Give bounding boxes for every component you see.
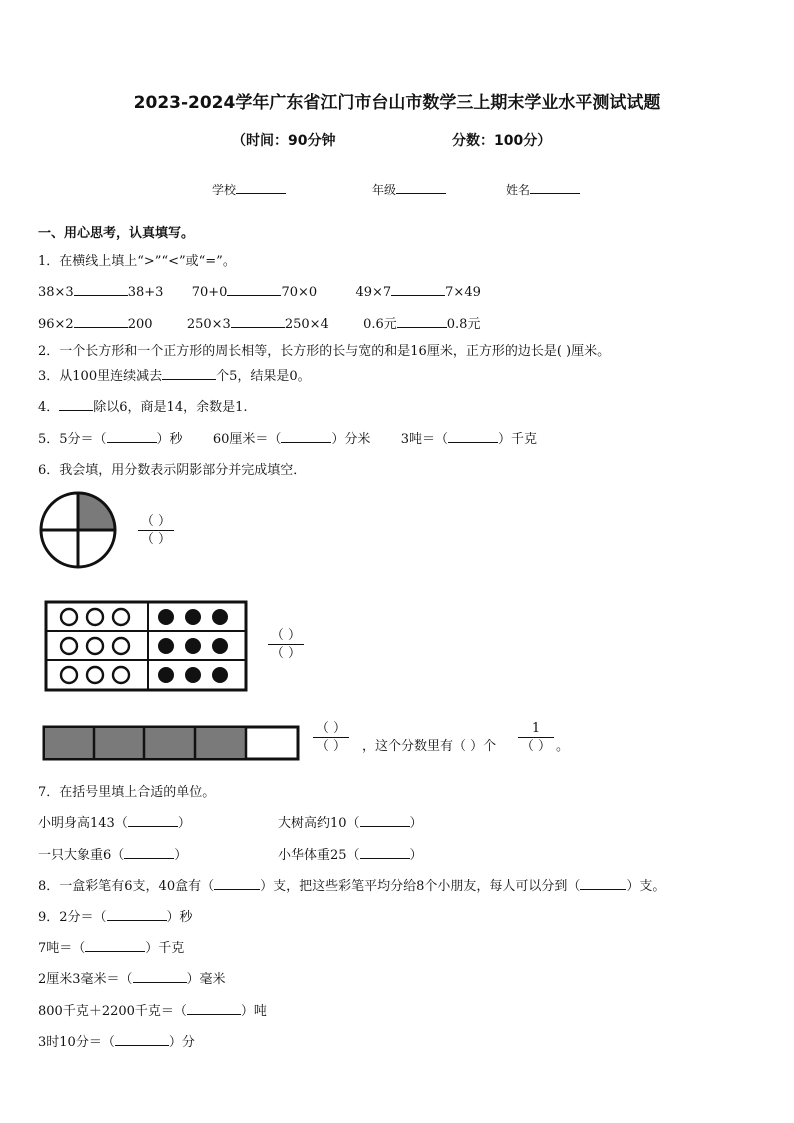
school-label: 学校 <box>212 183 237 197</box>
q9-blank[interactable] <box>115 1032 169 1046</box>
q1-blank[interactable] <box>227 282 281 296</box>
q4-text: 4． <box>38 400 60 415</box>
q7-blank[interactable] <box>360 813 410 827</box>
q4-blank[interactable] <box>59 397 93 411</box>
grade-blank[interactable] <box>396 181 446 194</box>
grade-label: 年级 <box>372 183 397 197</box>
question-5 <box>38 428 537 447</box>
q6-sentence: ，这个分数里有（ ）个 <box>362 739 497 754</box>
q3-text: 3．从100里连续减去 <box>38 369 163 384</box>
q5-text: 60厘米＝（ <box>212 432 282 447</box>
question-7: 7．在括号里填上合适的单位。 <box>38 785 216 800</box>
q1-blank[interactable] <box>231 314 285 328</box>
q1-expr: 49×7 <box>355 285 392 300</box>
q5-text: 5．5分＝（ <box>38 432 107 447</box>
q4-text: 除以6，商是14，余数是1. <box>93 400 248 415</box>
q9-blank[interactable] <box>187 1001 241 1015</box>
exam-score: 分数：100分） <box>452 133 552 149</box>
q1-expr: 250×3 <box>186 317 231 332</box>
q1-expr: 38×3 <box>38 285 74 300</box>
name-blank[interactable] <box>530 181 580 194</box>
q5-text: ）分米 <box>331 432 371 447</box>
q1-expr: 0.6元 <box>363 317 397 332</box>
q5-text: ）千克 <box>497 432 537 447</box>
q9-blank[interactable] <box>85 938 145 952</box>
q3-blank[interactable] <box>162 366 216 380</box>
q7-item: 小华体重25（ ） <box>278 844 423 863</box>
name-field <box>506 181 580 198</box>
q1-blank[interactable] <box>74 282 128 296</box>
q7-blank[interactable] <box>128 813 178 827</box>
q9-line: 7吨＝（ ）千克 <box>38 937 184 956</box>
q6-sentence-end: 。 <box>556 739 570 754</box>
q9-line: 3时10分＝（ ）分 <box>38 1031 195 1050</box>
question-6: 6．我会填，用分数表示阴影部分并完成填空． <box>38 463 307 478</box>
circle-figure <box>38 490 118 570</box>
q1-expr: 200 <box>127 317 153 332</box>
q7-blank[interactable] <box>124 845 174 859</box>
fraction-blank-dots[interactable]: （ ） （ ） <box>264 627 308 662</box>
question-9: 9．2分＝（ ）秒 <box>38 906 193 925</box>
q1-row-2 <box>38 313 480 332</box>
q1-expr: 250×4 <box>284 317 329 332</box>
unit-fraction: 1 （ ） <box>514 720 558 755</box>
q7-blank[interactable] <box>360 845 410 859</box>
q7-item: 小明身高143（ ） <box>38 812 191 831</box>
q5-blank[interactable] <box>281 429 331 443</box>
section-heading: 一、用心思考，认真填写。 <box>38 226 195 241</box>
q1-blank[interactable] <box>74 314 128 328</box>
q5-text: ）秒 <box>156 432 183 447</box>
q3-text: 个5，结果是0。 <box>216 369 311 384</box>
name-label: 姓名 <box>506 183 531 197</box>
q5-blank[interactable] <box>448 429 498 443</box>
q1-row-1 <box>38 282 481 300</box>
q5-blank[interactable] <box>107 429 157 443</box>
q1-expr: 0.8元 <box>446 317 481 332</box>
q9-line: 2厘米3毫米＝（ ）毫米 <box>38 968 226 987</box>
q7-item: 大树高约10（ ） <box>278 812 423 831</box>
question-3 <box>38 365 311 384</box>
q5-text: 3吨＝（ <box>400 432 448 447</box>
question-2: 2．一个长方形和一个正方形的周长相等，长方形的长与宽的和是16厘米，正方形的边长是( )厘米。 <box>38 344 611 359</box>
q1-expr: 70×0 <box>281 285 318 300</box>
q1-blank[interactable] <box>391 282 445 296</box>
question-1: 1．在横线上填上“>”“<”或“=”。 <box>38 254 236 269</box>
page-title: 2023-2024学年广东省江门市台山市数学三上期末学业水平测试试题 <box>133 93 661 113</box>
q1-expr: 96×2 <box>38 317 74 332</box>
school-blank[interactable] <box>236 181 286 194</box>
school-field <box>212 181 286 198</box>
bar-figure <box>42 725 300 761</box>
q8-blank[interactable] <box>214 876 260 890</box>
q1-expr: 7×49 <box>445 285 481 300</box>
exam-time: （时间：90分钟 <box>232 133 336 149</box>
q1-expr: 38+3 <box>127 285 164 300</box>
fraction-blank-bar[interactable]: （ ） （ ） <box>309 720 353 755</box>
q7-item: 一只大象重6（ ） <box>38 844 187 863</box>
q9-line: 800千克＋2200千克＝（ ）吨 <box>38 1000 267 1019</box>
question-4 <box>38 396 248 415</box>
q9-blank[interactable] <box>107 907 167 921</box>
question-8: 8．一盒彩笔有6支，40盒有（ ）支，把这些彩笔平均分给8个小朋友，每人可以分到（ ）支。 <box>38 875 665 894</box>
q8-blank[interactable] <box>580 876 626 890</box>
grade-field <box>372 181 446 198</box>
fraction-blank-circle[interactable]: （ ） （ ） <box>134 513 178 548</box>
dots-figure <box>44 600 248 692</box>
q1-blank[interactable] <box>397 314 447 328</box>
q1-expr: 70+0 <box>191 285 228 300</box>
q9-blank[interactable] <box>133 969 187 983</box>
